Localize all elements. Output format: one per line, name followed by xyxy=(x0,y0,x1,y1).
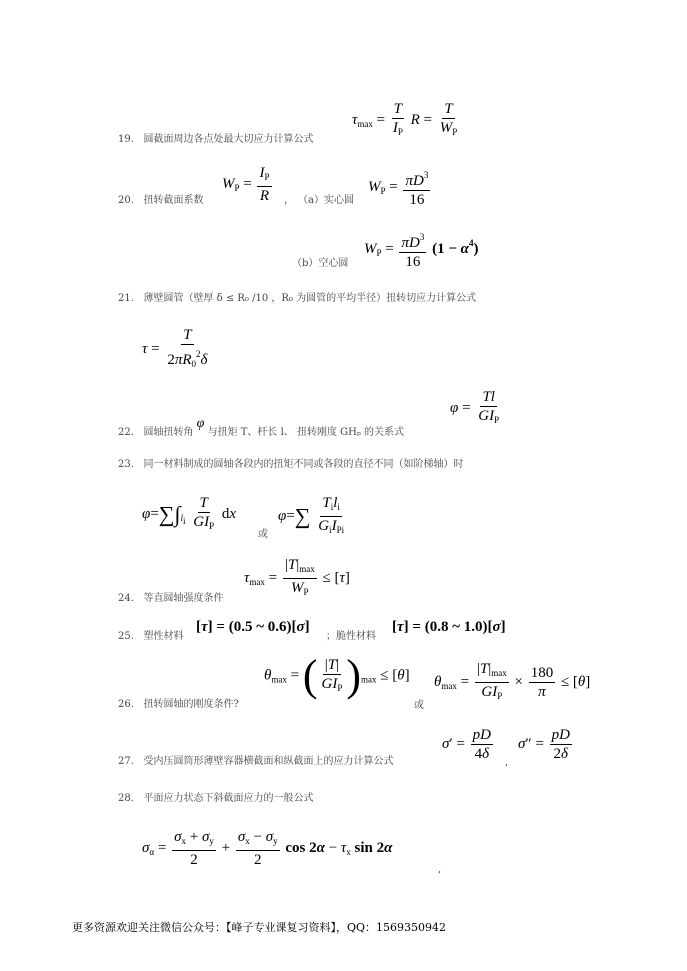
item-19 xyxy=(118,134,313,146)
formula-24: $\tau_{max}$ = $\frac{|T|_{max}}{W_P}$ ≤ [τ] xyxy=(244,557,350,597)
item-text-a: 塑性材料 xyxy=(143,631,184,642)
item-text: 圆截面周边各点处最大切应力计算公式 xyxy=(143,134,314,145)
formula-20a: $W_P$ = $\frac{I_P}{R}$ xyxy=(222,165,270,204)
item-number: 19. xyxy=(118,134,134,145)
formula-23b: φ=∑ $\frac{T_il_i}{G_iI_{Pi}}$ xyxy=(278,495,345,535)
item-25 xyxy=(118,631,183,643)
item-20 xyxy=(118,195,203,207)
item-number: 24. xyxy=(118,593,134,604)
item-24 xyxy=(118,593,223,605)
item-number: 22. xyxy=(118,427,134,438)
item-26-or: 或 xyxy=(414,700,424,711)
item-text: 薄壁圆管（壁厚 δ ≤ R₀ /10 ，R₀ 为圆管的平均半径）扭转切应力计算公式 xyxy=(143,293,477,304)
item-number: 25. xyxy=(118,631,134,642)
item-26 xyxy=(118,699,239,711)
item-23-or: 或 xyxy=(258,529,268,540)
item-23 xyxy=(118,459,463,471)
formula-25b: [τ] = (0.8 ~ 1.0)[σ] xyxy=(392,619,506,635)
item-number: 23. xyxy=(118,459,134,470)
item-text: 等直圆轴强度条件 xyxy=(143,593,224,604)
item-20-separator: ， xyxy=(284,195,294,206)
formula-20c: $W_P$ = $\frac{\pi D^3}{16}$ $(1 - \alpha^4)$ xyxy=(364,228,478,271)
formula-21: τ = $\frac{T}{2\pi R_0^2\delta}$ xyxy=(142,327,208,369)
item-27-separator: , xyxy=(505,757,509,768)
phi-symbol: φ xyxy=(196,416,205,431)
item-text: 平面应力状态下斜截面应力的一般公式 xyxy=(143,793,314,804)
item-25-text-b: ；脆性材料 xyxy=(326,631,376,642)
item-21 xyxy=(118,293,476,305)
item-28 xyxy=(118,793,313,805)
item-text: 受内压圆筒形薄壁容器横截面和纵截面上的应力计算公式 xyxy=(143,756,394,767)
item-22 xyxy=(118,416,405,439)
item-number: 27. xyxy=(118,756,134,767)
item-28-tail: , xyxy=(438,864,442,875)
item-20-hollow-label: （b）空心圆 xyxy=(292,258,349,269)
item-number: 21. xyxy=(118,293,134,304)
formula-26b: $\theta_{max}$ = $\frac{|T|_{max}}{GI_P}$ × $\frac{180}{\pi}$ ≤ [θ] xyxy=(434,661,591,701)
item-text: 同一材料制成的圆轴各段内的扭矩不同或各段的直径不同（如阶梯轴）时 xyxy=(143,459,464,470)
item-27 xyxy=(118,756,393,768)
footer-note: 更多资源欢迎关注微信公众号：【峰子专业课复习资料】，QQ：1569350942 xyxy=(72,921,447,934)
item-number: 28. xyxy=(118,793,134,804)
item-text: 扭转圆轴的刚度条件? xyxy=(143,699,239,710)
formula-26a: $\theta_{max}$ = ( $\frac{|T|}{GI_P}$ )$_{max} \le [\theta]$ xyxy=(264,651,410,700)
formula-19: $\tau_{max}$ = $\frac{T}{I_P}$ R = $\frac{T}{W_P}$ xyxy=(352,101,458,137)
item-text: 扭转截面系数 xyxy=(143,195,204,206)
item-number: 20. xyxy=(118,195,134,206)
item-20-solid-label: （a）实心圆 xyxy=(298,195,354,206)
item-text-a: 圆轴扭转角 xyxy=(143,427,194,438)
item-text-b: 与扭矩 T、杆长 l、 扭转刚度 GHₚ 的关系式 xyxy=(207,427,405,438)
formula-28: $\sigma_\alpha$ = $\frac{\sigma_x + \sigma_y}{2}$ + $\frac{\sigma_x - \sigma_y}{2}$ $\cos 2\alpha - \tau_x$ sin 2α xyxy=(142,829,393,868)
formula-27b: σ″ = $\frac{pD}{2\delta}$ xyxy=(518,727,570,762)
formula-22: φ = $\frac{Tl}{GI_P}$ xyxy=(450,389,500,425)
formula-20b: $W_P$ = $\frac{\pi D^3}{16}$ xyxy=(368,166,432,209)
item-number: 26. xyxy=(118,699,134,710)
formula-27a: σ′ = $\frac{pD}{4\delta}$ xyxy=(442,727,491,762)
formula-25a: [τ] = (0.5 ~ 0.6)[σ] xyxy=(196,619,310,635)
formula-23a: $\varphi=\sum\int_{l_i}$ $\frac{T}{GI_P}$ dx xyxy=(142,495,237,531)
